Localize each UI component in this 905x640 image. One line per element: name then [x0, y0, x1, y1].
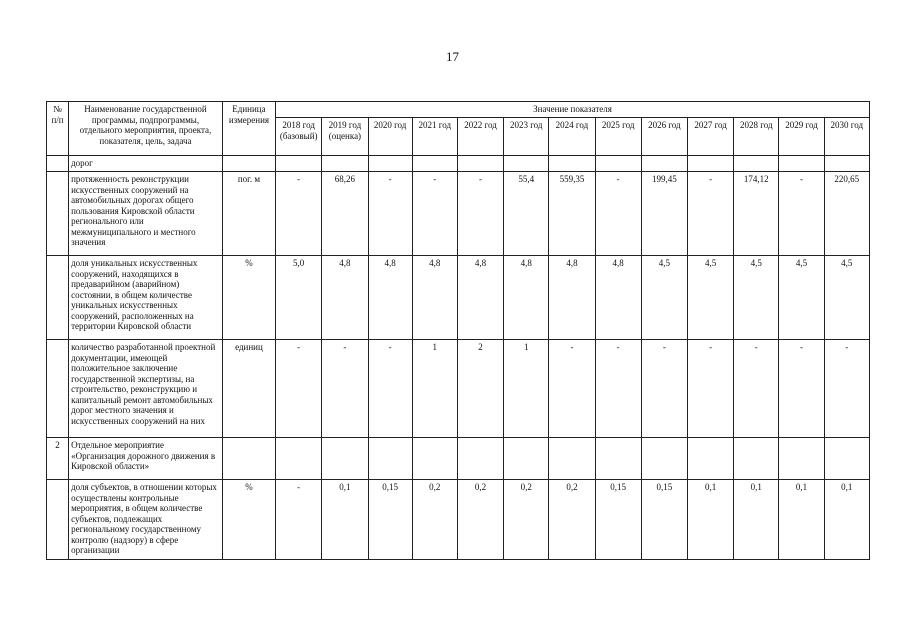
indicator-value: 5,0	[276, 256, 322, 340]
header-year: 2028 год	[734, 118, 779, 156]
indicator-value: 0,15	[641, 480, 687, 560]
indicator-value: 0,1	[824, 480, 869, 560]
indicator-value: 199,45	[641, 172, 687, 256]
indicator-value: 4,8	[457, 256, 503, 340]
indicator-value: 0,2	[412, 480, 457, 560]
indicator-value	[276, 156, 322, 172]
indicator-value	[779, 156, 824, 172]
indicator-value: 0,1	[779, 480, 824, 560]
indicator-value: -	[779, 172, 824, 256]
header-year: 2023 год	[504, 118, 549, 156]
indicator-value: 0,2	[549, 480, 595, 560]
indicator-value: 4,5	[824, 256, 869, 340]
header-year: 2029 год	[779, 118, 824, 156]
header-year: 2025 год	[595, 118, 641, 156]
unit-of-measure	[222, 156, 275, 172]
table-row	[47, 340, 870, 438]
table-row	[47, 172, 870, 256]
header-values: Значение показателя	[276, 102, 870, 118]
indicator-value	[412, 156, 457, 172]
indicator-value: 0,15	[595, 480, 641, 560]
header-unit: Единица измерения	[222, 102, 275, 156]
page-number: 17	[446, 49, 459, 64]
indicator-value: 2	[457, 340, 503, 438]
indicator-value	[641, 156, 687, 172]
indicator-value: 4,8	[412, 256, 457, 340]
indicator-value	[322, 438, 368, 480]
indicator-value: -	[595, 340, 641, 438]
indicator-value: 0,2	[504, 480, 549, 560]
table-body	[47, 156, 870, 560]
indicator-value	[734, 438, 779, 480]
indicator-value: -	[734, 340, 779, 438]
header-num: № п/п	[47, 102, 69, 156]
unit-of-measure: %	[222, 256, 275, 340]
indicator-value	[824, 156, 869, 172]
unit-of-measure: пог. м	[222, 172, 275, 256]
indicator-value: -	[276, 172, 322, 256]
table-row	[47, 256, 870, 340]
indicator-value	[595, 438, 641, 480]
indicator-value: -	[687, 340, 733, 438]
indicator-value: -	[824, 340, 869, 438]
indicator-name: Отдельное мероприятие «Организация дорожного движения в Кировской области»	[69, 438, 223, 480]
indicator-value: 4,8	[595, 256, 641, 340]
indicator-value	[412, 438, 457, 480]
row-number	[47, 340, 69, 438]
indicator-value: -	[641, 340, 687, 438]
indicator-value	[504, 438, 549, 480]
indicator-value: -	[368, 172, 412, 256]
indicator-value: 4,8	[322, 256, 368, 340]
header-row	[47, 102, 870, 118]
indicator-value	[368, 438, 412, 480]
header-year: 2020 год	[368, 118, 412, 156]
unit-of-measure: %	[222, 480, 275, 560]
indicator-name: количество разработанной проектной документации, имеющей положительное заключение государственной экспертизы, на строительство, реконструкцию и капитальный ремонт автомобильных дорог местного значения и искусственных сооружений на них	[69, 340, 223, 438]
indicator-value: -	[368, 340, 412, 438]
indicator-value: 4,5	[734, 256, 779, 340]
indicators-table	[46, 101, 870, 560]
unit-of-measure	[222, 438, 275, 480]
indicator-value: -	[412, 172, 457, 256]
unit-of-measure: единиц	[222, 340, 275, 438]
indicator-value: 559,35	[549, 172, 595, 256]
indicator-value: 4,8	[368, 256, 412, 340]
table-row	[47, 480, 870, 560]
indicator-value	[549, 438, 595, 480]
indicator-value: 1	[412, 340, 457, 438]
row-number	[47, 256, 69, 340]
indicator-value: 4,5	[779, 256, 824, 340]
indicator-value: 55,4	[504, 172, 549, 256]
indicator-value: -	[687, 172, 733, 256]
indicator-value: -	[457, 172, 503, 256]
row-number: 2	[47, 438, 69, 480]
header-year: 2018 год (базовый)	[276, 118, 322, 156]
header-year: 2022 год	[457, 118, 503, 156]
indicator-value: 4,5	[641, 256, 687, 340]
indicator-value	[457, 156, 503, 172]
indicator-value: 0,1	[734, 480, 779, 560]
indicator-value: 0,15	[368, 480, 412, 560]
indicator-value: 0,1	[687, 480, 733, 560]
indicator-value: 1	[504, 340, 549, 438]
header-year: 2026 год	[641, 118, 687, 156]
header-name: Наименование государственной программы, подпрограммы, отдельного мероприятия, проекта, показателя, цель, задача	[69, 102, 223, 156]
row-number	[47, 480, 69, 560]
indicator-value: 4,5	[687, 256, 733, 340]
indicator-value: -	[549, 340, 595, 438]
indicator-value	[687, 438, 733, 480]
header-year: 2027 год	[687, 118, 733, 156]
indicator-value: 4,8	[549, 256, 595, 340]
indicator-name: доля уникальных искусственных сооружений, находящихся в предаварийном (аварийном) состоянии, в общем количестве уникальных искусственных сооружений, расположенных на территории Кировской области	[69, 256, 223, 340]
header-year: 2030 год	[824, 118, 869, 156]
indicator-value: -	[779, 340, 824, 438]
indicator-name: протяженность реконструкции искусственных сооружений на автомобильных дорогах общего пользования Кировской области регионального или межмуниципального и местного значения	[69, 172, 223, 256]
indicator-name: доля субъектов, в отношении которых осуществлены контрольные мероприятия, в общем количестве субъектов, подлежащих региональному государственному контролю (надзору) в сфере организации	[69, 480, 223, 560]
header-year: 2019 год (оценка)	[322, 118, 368, 156]
indicator-value: -	[276, 480, 322, 560]
indicator-value	[457, 438, 503, 480]
indicator-value: 4,8	[504, 256, 549, 340]
indicator-name: дорог	[69, 156, 223, 172]
indicator-value: -	[322, 340, 368, 438]
indicator-value	[779, 438, 824, 480]
row-number	[47, 156, 69, 172]
table-row	[47, 156, 870, 172]
indicator-value	[276, 438, 322, 480]
indicator-value	[322, 156, 368, 172]
indicator-value	[504, 156, 549, 172]
indicator-value	[641, 438, 687, 480]
header-year: 2021 год	[412, 118, 457, 156]
indicator-value	[687, 156, 733, 172]
indicator-value: 0,2	[457, 480, 503, 560]
indicator-value: 68,26	[322, 172, 368, 256]
indicator-value	[368, 156, 412, 172]
indicator-value	[734, 156, 779, 172]
row-number	[47, 172, 69, 256]
indicator-value	[595, 156, 641, 172]
indicator-value: 220,65	[824, 172, 869, 256]
indicator-value: -	[595, 172, 641, 256]
table-row	[47, 438, 870, 480]
header-year: 2024 год	[549, 118, 595, 156]
indicator-value: 0,1	[322, 480, 368, 560]
indicator-value	[824, 438, 869, 480]
indicator-value	[549, 156, 595, 172]
indicator-value: 174,12	[734, 172, 779, 256]
indicator-value: -	[276, 340, 322, 438]
